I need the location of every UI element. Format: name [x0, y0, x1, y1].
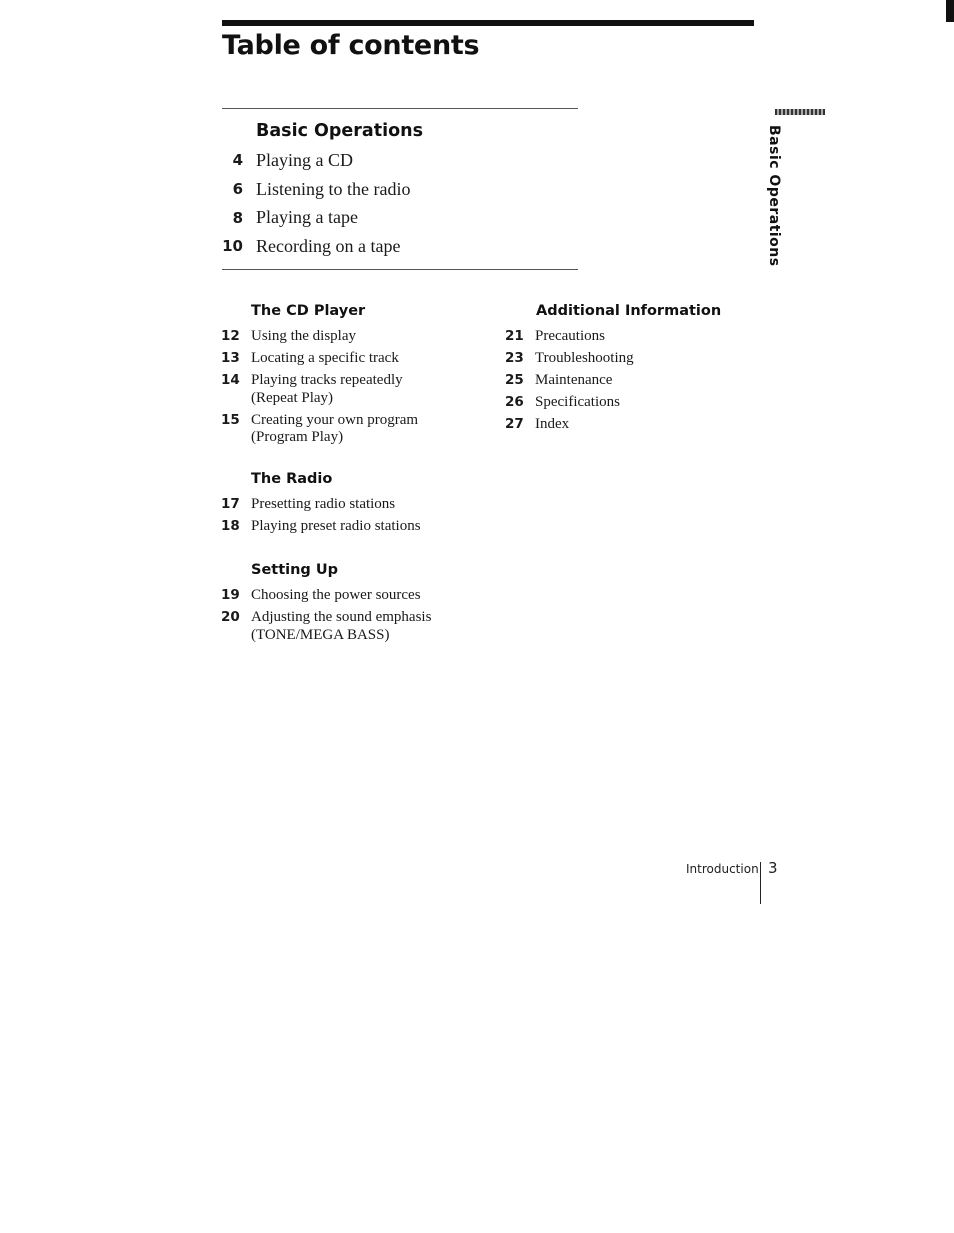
side-tab-marker [775, 109, 825, 115]
list-item[interactable] [222, 146, 582, 175]
basic-operations-list [222, 146, 582, 261]
basic-operations-title: Basic Operations [256, 121, 424, 141]
section-rule-top [222, 108, 578, 109]
list-item[interactable] [505, 416, 745, 434]
list-item[interactable] [221, 587, 481, 605]
list-item[interactable] [221, 372, 481, 407]
page-number: 12 [221, 328, 240, 344]
entry-label: Troubleshooting [535, 350, 634, 366]
page-number: 20 [221, 609, 240, 625]
page-title: Table of contents [222, 30, 480, 61]
page-number: 25 [505, 372, 524, 388]
page-number: 17 [221, 496, 240, 512]
page-number: 26 [505, 394, 524, 410]
additional-info-title: Additional Information [536, 303, 722, 319]
list-item[interactable] [222, 203, 582, 232]
title-rule [222, 20, 754, 26]
entry-label: Index [535, 416, 570, 432]
page-number: 23 [505, 350, 524, 366]
additional-info-list [505, 328, 745, 438]
footer-separator [760, 862, 761, 904]
entry-label: Playing a CD [256, 149, 353, 170]
corner-registration-mark [946, 0, 954, 22]
page-number: 18 [221, 518, 240, 534]
entry-label: Recording on a tape [256, 235, 401, 256]
entry-label: Using the display [251, 328, 356, 344]
list-item[interactable] [221, 609, 481, 644]
list-item[interactable] [505, 350, 745, 368]
list-item[interactable] [505, 328, 745, 346]
page-number: 13 [221, 350, 240, 366]
page-number: 4 [232, 151, 243, 170]
entry-label: Playing a tape [256, 207, 358, 228]
list-item[interactable] [221, 328, 481, 346]
page-number: 10 [222, 237, 243, 256]
list-item[interactable] [221, 496, 481, 514]
entry-label: Choosing the power sources [251, 587, 421, 603]
cd-player-list [221, 328, 481, 451]
entry-label: Playing preset radio stations [251, 518, 421, 534]
entry-label: Adjusting the sound emphasis (TONE/MEGA BASS) [251, 609, 432, 643]
page-number: 27 [505, 416, 524, 432]
radio-list [221, 496, 481, 540]
list-item[interactable] [222, 175, 582, 204]
entry-label: Creating your own program (Program Play) [251, 411, 419, 445]
footer-section-label: Introduction [686, 862, 759, 876]
list-item[interactable] [505, 394, 745, 412]
entry-label: Presetting radio stations [251, 496, 396, 512]
page-number: 14 [221, 372, 240, 388]
setting-up-title: Setting Up [251, 562, 339, 578]
section-rule-bottom [222, 269, 578, 270]
page-number: 21 [505, 328, 524, 344]
page-number: 15 [221, 411, 240, 428]
entry-label: Listening to the radio [256, 178, 411, 199]
list-item[interactable] [221, 350, 481, 368]
radio-title: The Radio [251, 471, 333, 487]
list-item[interactable] [221, 412, 481, 447]
side-tab-label: Basic Operations [766, 125, 782, 267]
entry-label: Maintenance [535, 372, 613, 388]
entry-label: Playing tracks repeatedly (Repeat Play) [251, 372, 403, 406]
list-item[interactable] [505, 372, 745, 390]
page-number: 8 [232, 208, 243, 227]
page-number: 6 [232, 180, 243, 199]
list-item[interactable] [221, 518, 481, 536]
entry-label: Precautions [535, 328, 605, 344]
page-number: 19 [221, 587, 240, 603]
entry-label: Locating a specific track [251, 350, 399, 366]
cd-player-title: The CD Player [251, 303, 366, 319]
entry-label: Specifications [535, 394, 620, 410]
setting-up-list [221, 587, 481, 649]
list-item[interactable] [222, 232, 582, 261]
footer-page-number: 3 [768, 859, 778, 877]
